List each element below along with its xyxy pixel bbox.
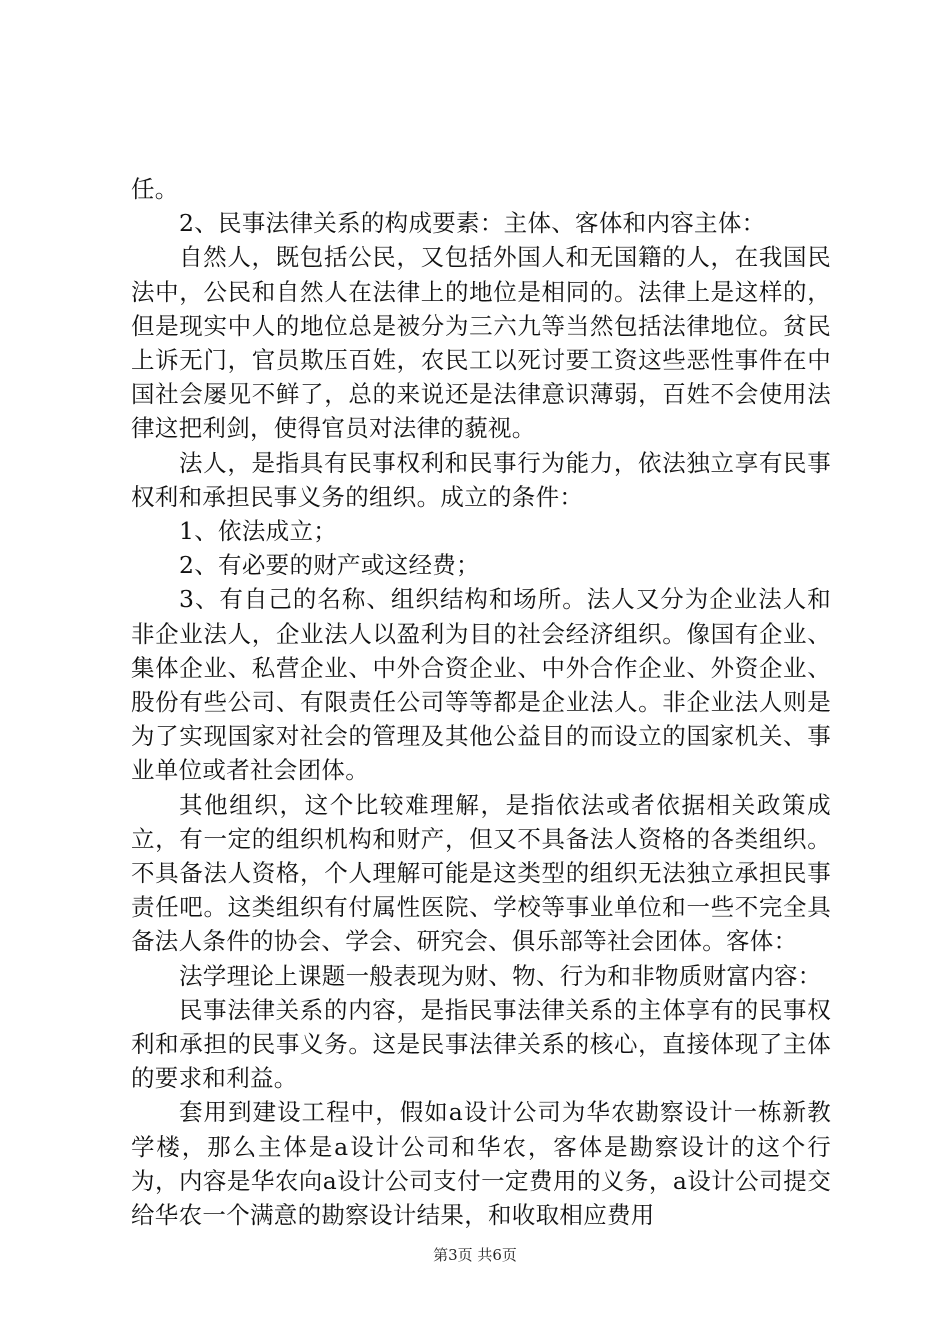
paragraph: 2、有必要的财产或这经费；	[179, 551, 480, 580]
paragraph: 套用到建设工程中，假如a设计公司为华农勘察设计一栋新教学楼，那么主体是a设计公司和华农，客体是勘察设计的这个行为，内容是华农向a设计公司支付一定费用的义务，a设计公司提交给华农一个满意的勘察设计结果，和收取相应费用	[131, 1098, 831, 1230]
paragraph: 任。	[131, 175, 179, 203]
paragraph: 自然人，既包括公民，又包括外国人和无国籍的人，在我国民法中，公民和自然人在法律上的地位是相同的。法律上是这样的，但是现实中人的地位总是被分为三六九等当然包括法律地位。贫民上诉无门，官员欺压百姓，农民工以死讨要工资这些恶性事件在中国社会屡见不鲜了，总的来说还是法律意识薄弱，百姓不会使用法律这把利剑，使得官员对法律的藐视。	[131, 243, 831, 443]
paragraph: 法人，是指具有民事权利和民事行为能力，依法独立享有民事权利和承担民事义务的组织。成立的条件：	[131, 448, 831, 511]
paragraph: 民事法律关系的内容，是指民事法律关系的主体享有的民事权利和承担的民事义务。这是民事法律关系的核心，直接体现了主体的要求和利益。	[131, 995, 831, 1093]
paragraph: 法学理论上课题一般表现为财、物、行为和非物质财富内容：	[179, 961, 822, 990]
page-footer: 第3页 共6页	[433, 1246, 517, 1264]
paragraph: 3、有自己的名称、组织结构和场所。法人又分为企业法人和非企业法人，企业法人以盈利为目的社会经济组织。像国有企业、集体企业、私营企业、中外合资企业、中外合作企业、外资企业、股份有些公司、有限责任公司等等都是企业法人。非企业法人则是为了实现国家对社会的管理及其他公益目的而设立的国家机关、事业单位或者社会团体。	[131, 585, 831, 785]
paragraph: 2、民事法律关系的构成要素：主体、客体和内容主体：	[179, 209, 766, 238]
document-body	[131, 172, 831, 1232]
paragraph: 其他组织，这个比较难理解，是指依法或者依据相关政策成立，有一定的组织机构和财产，但又不具备法人资格的各类组织。不具备法人资格，个人理解可能是这类型的组织无法独立承担民事责任吧。这类组织有付属性医院、学校等事业单位和一些不完全具备法人条件的协会、学会、研究会、俱乐部等社会团体。客体：	[131, 790, 831, 956]
paragraph: 1、依法成立；	[179, 517, 338, 546]
